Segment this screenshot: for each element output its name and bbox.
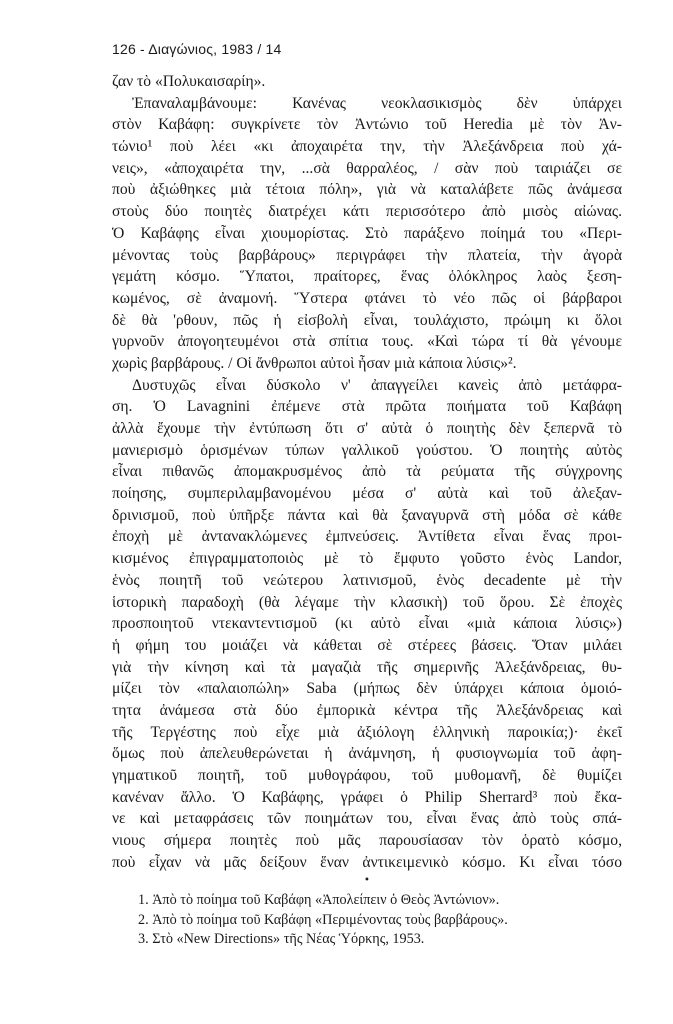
text-line: ποὺ εἶχαν νὰ μᾶς δείξουν ἕναν ἀντικειμενικὸ κόσμο. Κι εἶναι τόσο xyxy=(112,853,622,871)
text-line: ὅμως ποὺ ἀπελευθερώνεται ἡ ἀνάμνηση, ἡ φυσιογνωμία τοῦ ἀφη- xyxy=(112,745,622,763)
text-line: ἡ φήμη του μοιάζει νὰ κάθεται σὲ στέρεες βάσεις. Ὅταν μιλάει xyxy=(112,636,622,654)
text-line: Ὁ Καβάφης εἶναι χιουμορίστας. Στὸ παράξενο ποίημά του «Περι- xyxy=(112,224,622,242)
text-line: τῆς Τεργέστης ποὺ εἶχε μιὰ ἀξιόλογη ἑλληνικὴ παροικία;)· ἐκεῖ xyxy=(112,723,622,741)
text-line: Ἐπαναλαμβάνουμε: Κανένας νεοκλασικισμὸς δὲν ὑπάρχει xyxy=(132,94,622,112)
text-line: τητα ἀνάμεσα στὰ δύο ἐμπορικὰ κέντρα τῆς Ἀλεξάνδρειας καὶ xyxy=(112,701,622,719)
text-line: γηματικοῦ ποιητῆ, τοῦ μυθογράφου, τοῦ μυθομανῆ, δὲ θυμίζει xyxy=(112,767,622,784)
text-line: Δυστυχῶς εἶναι δύσκολο ν' ἀπαγγείλει κανεὶς ἀπὸ μετάφρα- xyxy=(132,376,622,394)
text-line: στοὺς δύο ποιητὲς διατρέχει κάτι περισσότερο ἀπὸ μισὸς αἰώνας. xyxy=(112,203,622,221)
text-line: τώνιο¹ ποὺ λέει «κι ἀποχαιρέτα την, τὴν Ἀλεξάνδρεια ποὺ χά- xyxy=(112,138,622,156)
text-line: μίζει τὸν «παλαιοπώλη» Saba (μήπως δὲν ὑπάρχει κάποια ὁμοιό- xyxy=(112,680,622,698)
text-line: προσποιητοῦ ντεκαντεντισμοῦ (κι αὐτὸ εἶναι «μιὰ κάποια λύσις») xyxy=(112,615,622,633)
text-line: νιους σήμερα ποιητὲς ποὺ μᾶς παρουσίασαν τὸν ὁρατὸ κόσμο, xyxy=(112,832,622,850)
text-line: ἑνὸς ποιητῆ τοῦ νεώτερου λατινισμοῦ, ἑνὸς decadente μὲ τὴν xyxy=(112,571,622,589)
text-line: μένοντας τοὺς βαρβάρους» περιγράφει τὴν πλατεία, τὴν ἀγορὰ xyxy=(112,246,622,264)
text-line: κανέναν ἄλλο. Ὁ Καβάφης, γράφει ὁ Philip Sherrard³ ποὺ ἔκα- xyxy=(112,788,622,806)
footnote: 3. Στὸ «New Directions» τῆς Νέας Ὑόρκης, 1953. xyxy=(138,931,425,948)
text-line: χωρὶς βαρβάρους. / Οἱ ἄνθρωποι αὐτοὶ ἦσαν μιὰ κάποια λύσις»². xyxy=(112,354,517,372)
text-line: νε καὶ μεταφράσεις τῶν ποιημάτων του, εἶναι ἕνας ἀπὸ τοὺς σπά- xyxy=(112,810,622,828)
text-line: γεμάτη κόσμο. Ὕπατοι, πραίτορες, ἕνας ὁλόκληρος λαὸς ξεση- xyxy=(112,268,622,286)
text-line: στὸν Καβάφη: συγκρίνετε τὸν Ἀντώνιο τοῦ Heredia μὲ τὸν Ἀν- xyxy=(112,116,622,134)
text-line: ἐποχὴ μὲ ἀντανακλώμενες ἐμπνεύσεις. Ἀντίθετα εἶναι ἕνας προι- xyxy=(112,528,622,546)
text-line: ποίησης, συμπεριλαμβανομένου μέσα σ' αὐτὰ καὶ τοῦ ἀλεξαν- xyxy=(112,485,622,503)
text-line: ἀλλὰ ἔχουμε τὴν ἐντύπωση ὅτι σ' αὐτὰ ὁ ποιητὴς δὲν ξεπερνᾶ τὸ xyxy=(112,420,622,437)
continuation-mark: • xyxy=(364,875,370,887)
book-page xyxy=(112,40,622,950)
text-line: κισμένος ἐπιγραμματοποιὸς μὲ τὸ ἔμφυτο γοῦστο ἑνὸς Landor, xyxy=(112,550,622,568)
footnote: 1. Ἀπὸ τὸ ποίημα τοῦ Καβάφη «Ἀπολείπειν ὁ Θεὸς Ἀντώνιον». xyxy=(138,892,500,909)
text-line: ζαν τὸ «Πολυκαισαρίη». xyxy=(112,73,266,90)
body-text xyxy=(112,71,622,873)
text-line: δὲ θὰ 'ρθουν, πῶς ἡ εἰσβολὴ εἶναι, τουλάχιστο, πρώιμη κι ὅλοι xyxy=(112,311,622,329)
text-line: γιὰ τὴν κίνηση καὶ τὰ μαγαζιὰ τῆς σημερινῆς Ἀλεξάνδρειας, θυ- xyxy=(112,658,622,676)
text-line: εἶναι πιθανῶς ἀπομακρυσμένος ἀπὸ τὰ ρεύματα τῆς σύγχρονης xyxy=(112,463,622,481)
text-line: κωμένος, σὲ ἀναμονή. Ὕστερα φτάνει τὸ νέο πῶς οἱ βάρβαροι xyxy=(112,289,622,307)
text-line: μανιερισμὸ ὁρισμένων τύπων γαλλικοῦ γούστου. Ὁ ποιητὴς αὐτὸς xyxy=(112,441,622,459)
footnotes xyxy=(112,891,622,950)
text-line: δρινισμοῦ, ποὺ ὑπῆρξε πάντα καὶ θὰ ξαναγυρνᾶ στὴ μόδα σὲ κάθε xyxy=(112,506,622,524)
text-line: νεις», «ἀποχαιρέτα την, ...σὰ θαρραλέος, / σὰν ποὺ ταιριάζει σε xyxy=(112,159,622,177)
footnote: 2. Ἀπὸ τὸ ποίημα τοῦ Καβάφη «Περιμένοντας τοὺς βαρβάρους». xyxy=(138,911,508,928)
text-line: ποὺ ἀξιώθηκες μιὰ τέτοια πόλη», γιὰ νὰ καταλάβετε πῶς ἀνάμεσα xyxy=(112,181,622,199)
text-line: ση. Ὁ Lavagnini ἐπέμενε στὰ πρῶτα ποιήματα τοῦ Καβάφη xyxy=(112,398,622,416)
running-head: 126 - Διαγώνιος, 1983 / 14 xyxy=(112,41,282,57)
text-line: γυρνοῦν ἀπογοητευμένοι στὰ σπίτια τους. «Καὶ τώρα τί θὰ γένουμε xyxy=(112,333,622,351)
text-line: ἱστορικὴ παραδοχὴ (θὰ λέγαμε τὴν κλασικὴ) τοῦ ὅρου. Σὲ ἐποχὲς xyxy=(112,593,622,611)
